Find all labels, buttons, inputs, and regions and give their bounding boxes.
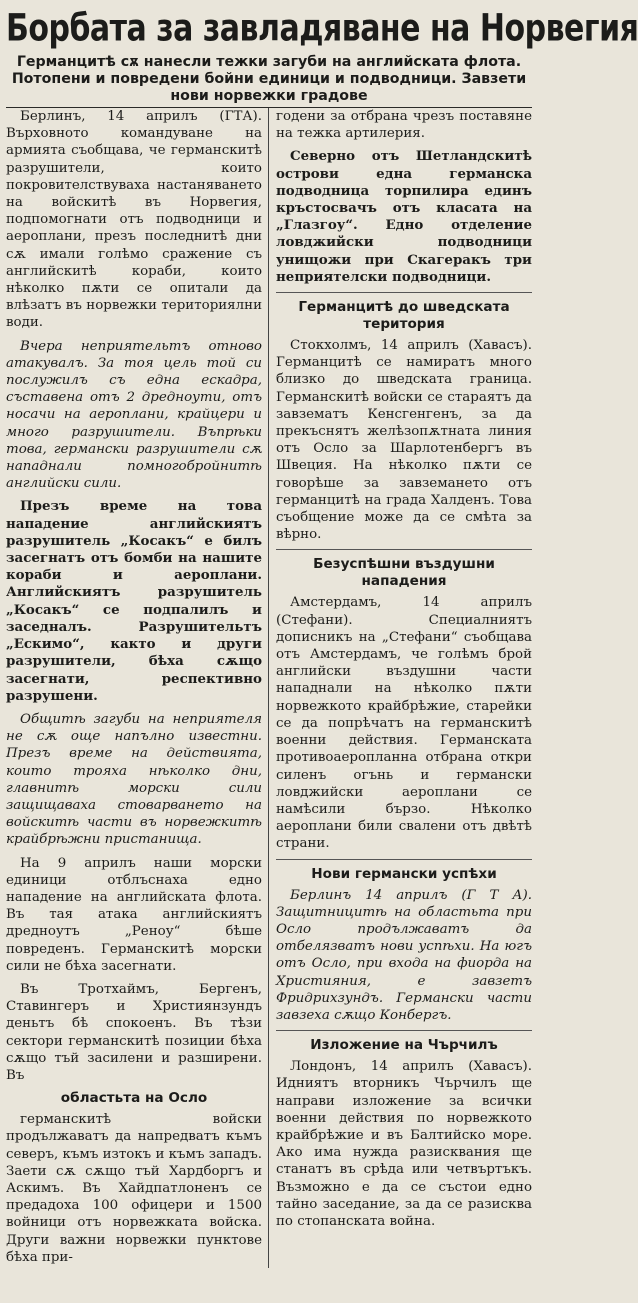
paragraph: Лондонъ, 14 априлъ (Хавасъ). Идниятъ вторникъ Чърчилъ ще направи изложение за всички военни действия по норвежкото крайбрѣжие и въ Балтийско море. Ако има нужда разисквания ще станатъ въ срѣда или четвъртъкъ. Възможно е да се състои едно тайно заседание, за да се разисква по стопанската война. (276, 1059, 532, 1229)
paragraph: Берлинъ, 14 априлъ (ГТА). Върховното командуване на армията съобщава, че германскитѣ разрушители, които покровителствуваха настаняването на войскитѣ въ Норвегия, подпомогнати отъ подводници и аероплани, презъ последнитѣ дни сѫ имали голѣмо сражение съ английскитѣ кораби, които нѣколко пѫти се опитали да влѣзатъ въ норвежки териториялни води. (6, 109, 262, 331)
right-column (269, 108, 532, 1268)
paragraph: германскитѣ войски продължаватъ да напредватъ къмъ северъ, къмъ изтокъ и къмъ западъ. Заети сѫ сѫщо тъй Хардборгъ и Аскимъ. Въ Хайдпатлоненъ се предадоха 100 офицери и 1500 войници отъ норвежката войска. Други важни норвежки пунктове бѣха при- (6, 1112, 262, 1265)
subheading: Безуспѣшни въздушни нападения (313, 556, 495, 590)
deck: Германцитѣ сѫ нанесли тежки загуби на английската флота. Потопени и повредени бойни единици и подводници. Завзети нови норвежки градове (11, 54, 527, 104)
article-columns (6, 108, 532, 1268)
paragraph: Презъ време на това нападение английскиятъ разрушитель „Косакъ“ е билъ засегнатъ отъ бомби на нашите кораби и аероплани. Английскиятъ разрушитель „Косакъ“ се подпалилъ и заседналъ. Разрушительтъ „Ескимо“, както и други разрушители, бѣха сѫщо засегнати, респективно разрушени. (6, 498, 262, 704)
subheading: Германцитѣ до шведската територия (298, 299, 510, 333)
divider (276, 859, 532, 860)
divider (276, 1030, 532, 1031)
paragraph: Въ Тротхаймъ, Бергенъ, Ставингеръ и Християнзундъ деньтъ бѣ спокоенъ. Въ тѣзи сектори германскитѣ позиции бѣха сѫщо тъй засилени и разширени. Въ (6, 981, 262, 1083)
subheading: Изложение на Чърчилъ (310, 1037, 498, 1054)
subheading: Нови германски успѣхи (311, 865, 497, 882)
paragraph: Амстердамъ, 14 априлъ (Стефани). Специалниятъ дописникъ на „Стефани“ съобщава отъ Амстердамъ, че голѣмъ брой английски въздушни части нападнали на нѣколко пѫти норвежкото крайбрѣжие, старейки се да попрѣчатъ на германскитѣ военни действия. Германската противоаеропланна отбрана откри силенъ огънь и германски ловджийски аероплани се намѣсили бързо. Нѣколко аероплани били свалени отъ двѣтѣ страни. (276, 595, 532, 852)
left-column (6, 108, 269, 1268)
paragraph: Северно отъ Шетландскитѣ острови една германска подводница торпилира единъ кръстосвачъ отъ класата на „Глазгоу“. Едно отделение ловджийски подводници унищожи при Скагеракъ три неприятелски подводници. (276, 148, 532, 285)
subheading: областьта на Осло (60, 1090, 208, 1107)
paragraph: Стокхолмъ, 14 априлъ (Хавасъ). Германцитѣ се намиратъ много близко до шведската граница. Германскитѣ войски се стараятъ да завзематъ Кенсгенгенъ, за да прекъснятъ желѣзопѫтната линия отъ Осло за Шарлотенбергъ въ Швеция. На нѣколко пѫти се говорѣше за завземането отъ германцитѣ на града Халденъ. Това съобщение може да се смѣта за вѣрно. (276, 338, 532, 543)
headline: Борбата за завладяване на Норвегия (6, 6, 638, 51)
divider (276, 292, 532, 293)
paragraph: Вчера неприятельтъ отново атакувалъ. За тоя цель той си послужилъ съ една ескадра, съставена отъ 2 дредноути, отъ носачи на аероплани, крайцери и много разрушители. Въпрѣки това, германски разрушители сѫ нападнали помногобройнитѣ английски сили. (6, 338, 262, 492)
paragraph: На 9 априлъ наши морски единици отблъснаха едно нападение на английската флота. Въ тая атака английскиятъ дредноутъ „Реноу“ бѣше повреденъ. Германскитѣ морски сили не бѣха засегнати. (6, 855, 262, 974)
paragraph: годени за отбрана чрезъ поставяне на тежка артилерия. (276, 109, 532, 142)
paragraph: Общитѣ загуби на неприятеля не сѫ още напълно известни. Презъ време на действията, които трояха нѣколко дни, главнитѣ морски сили защищаваха стоварването на войскитѣ части въ норвежкитѣ крайбрѣжни пристанища. (6, 711, 262, 848)
divider (276, 549, 532, 550)
paragraph: Берлинъ 14 априлъ (Г Т А). Защитницитѣ на областьта при Осло продължаватъ да отбелязватъ нови успѣхи. На югъ отъ Осло, при входа на фиорда на Християния, е завзетъ Фридрихзундъ. Германски части завзеха сѫщо Конбергъ. (276, 887, 532, 1023)
